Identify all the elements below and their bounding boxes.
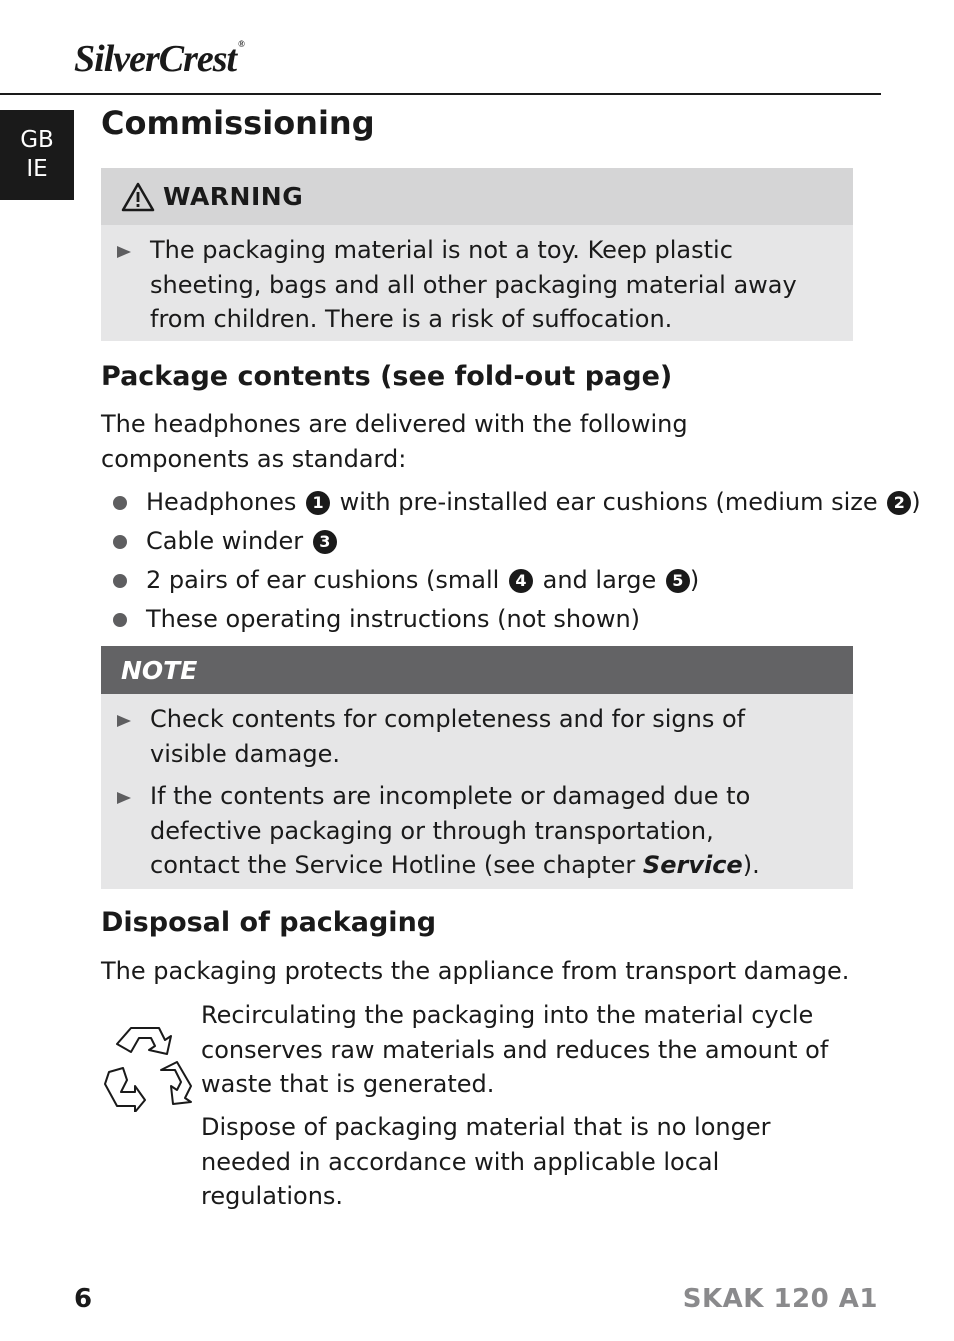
note-text: If the contents are incomplete or damaged due to defective packaging or through transportation, contact the Service Hotline (see chapter bbox=[150, 782, 751, 879]
list-item bbox=[101, 600, 861, 639]
disposal-heading: Disposal of packaging bbox=[101, 907, 437, 938]
note-text: ). bbox=[742, 851, 760, 879]
service-chapter-reference: Service bbox=[642, 851, 743, 879]
note-text: Check contents for completeness and for signs of visible damage. bbox=[150, 705, 746, 768]
list-item bbox=[101, 561, 861, 600]
part-number-badge: 1 bbox=[306, 491, 330, 515]
package-intro: The headphones are delivered with the following components as standard: bbox=[101, 410, 688, 473]
item-text: These operating instructions (not shown) bbox=[146, 605, 641, 633]
disposal-paragraph-1: Recirculating the packaging into the material cycle conserves raw materials and reduces the amount of waste that is generated. bbox=[201, 1001, 829, 1098]
note-box bbox=[101, 646, 853, 889]
item-text: ) bbox=[911, 488, 921, 516]
item-text: with pre-installed ear cushions (medium size bbox=[339, 488, 878, 516]
warning-label: WARNING bbox=[163, 182, 304, 211]
warning-header bbox=[101, 168, 853, 225]
warning-triangle-icon bbox=[121, 182, 155, 212]
part-number-badge: 4 bbox=[509, 569, 533, 593]
item-text: 2 pairs of ear cushions (small bbox=[146, 566, 500, 594]
bullet-dot-icon bbox=[113, 535, 127, 549]
bullet-dot-icon bbox=[113, 496, 127, 510]
warning-box bbox=[101, 168, 853, 341]
note-label: NOTE bbox=[121, 655, 198, 685]
package-list bbox=[101, 483, 921, 639]
package-contents-heading: Package contents (see fold-out page) bbox=[101, 361, 673, 392]
brand-logo bbox=[74, 40, 244, 78]
item-text: Headphones bbox=[146, 488, 297, 516]
item-text: ) bbox=[689, 566, 700, 594]
warning-text: The packaging material is not a toy. Keep plastic sheeting, bags and all other packaging material away from children. There is a risk of suffocation. bbox=[150, 236, 797, 333]
list-item bbox=[101, 483, 921, 522]
disposal-paragraph-2: Dispose of packaging material that is no longer needed in accordance with applicable local regulations. bbox=[201, 1113, 771, 1210]
part-number-badge: 2 bbox=[887, 491, 911, 515]
arrow-bullet-icon bbox=[117, 246, 131, 258]
language-code-gb: GB bbox=[20, 127, 54, 153]
list-item bbox=[101, 522, 861, 561]
recycle-icon bbox=[101, 1022, 195, 1112]
part-number-badge: 5 bbox=[666, 569, 690, 593]
model-number: SKAK 120 A1 bbox=[682, 1284, 878, 1314]
note-header bbox=[101, 646, 853, 694]
note-item bbox=[101, 779, 810, 883]
item-text: Cable winder bbox=[146, 527, 304, 555]
page-number: 6 bbox=[74, 1284, 93, 1314]
warning-item bbox=[101, 233, 810, 337]
section-title: Commissioning bbox=[101, 104, 375, 142]
language-code-ie: IE bbox=[26, 156, 48, 182]
bullet-dot-icon bbox=[113, 613, 127, 627]
brand-name: SilverCrest bbox=[74, 38, 237, 80]
registered-mark: ® bbox=[238, 39, 244, 49]
item-text: and large bbox=[542, 566, 657, 594]
part-number-badge: 3 bbox=[313, 530, 337, 554]
bullet-dot-icon bbox=[113, 574, 127, 588]
header-rule bbox=[0, 93, 881, 95]
arrow-bullet-icon bbox=[117, 792, 131, 804]
note-item bbox=[101, 702, 790, 771]
disposal-intro: The packaging protects the appliance from transport damage. bbox=[101, 957, 850, 985]
arrow-bullet-icon bbox=[117, 715, 131, 727]
language-tab bbox=[0, 110, 74, 200]
